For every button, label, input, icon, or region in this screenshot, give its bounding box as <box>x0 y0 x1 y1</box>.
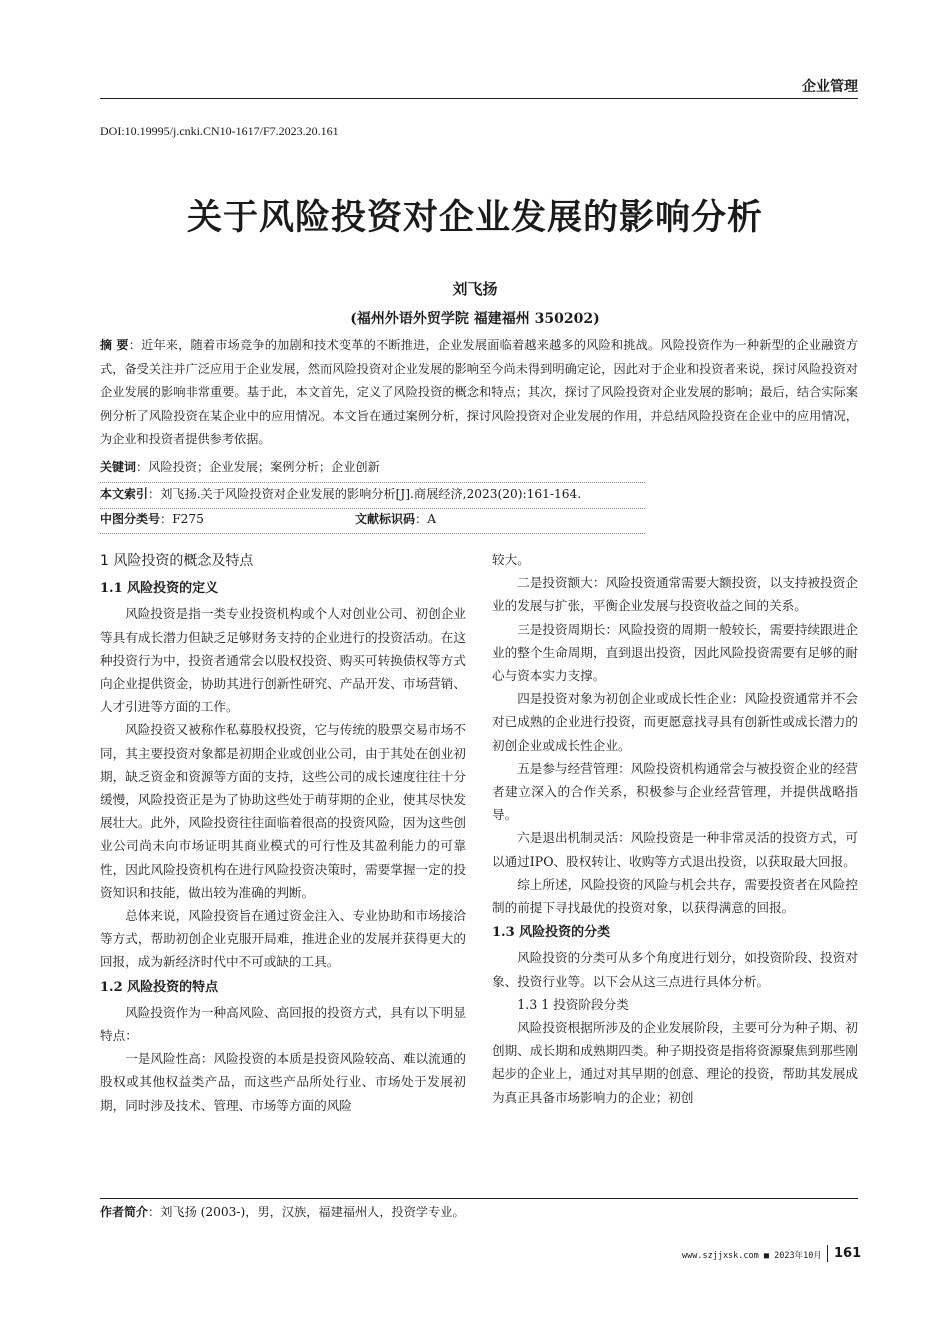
author-note-text: ：刘飞扬 (2003-)，男，汉族，福建福州人，投资学专业。 <box>148 1205 465 1219</box>
doi: DOI:10.19995/j.cnki.CN10-1617/F7.2023.20.161 <box>100 124 339 138</box>
clc <box>100 510 204 527</box>
divider <box>100 508 645 509</box>
subsection-heading: 1.2 风险投资的特点 <box>100 979 219 995</box>
paragraph: 较大。 <box>492 552 530 567</box>
abstract <box>100 334 858 452</box>
doc-code <box>355 510 436 527</box>
section-heading: 1 风险投资的概念及特点 <box>100 553 254 569</box>
citation <box>100 485 581 502</box>
clc-text: ：F275 <box>160 512 204 526</box>
header-rule <box>100 98 858 99</box>
paper-title: 关于风险投资对企业发展的影响分析 <box>186 197 763 238</box>
clc-label: 中图分类号 <box>100 512 161 526</box>
doc-code-text: ：A <box>415 512 437 526</box>
doc-code-label: 文献标识码 <box>355 512 416 526</box>
paragraph: 一是风险性高：风险投资的本质是投资风险较高、难以流通的股权或其他权益类产品，而这些产品所处行业、市场处于发展初期，同时涉及技术、管理、市场等方面的风险 <box>100 1051 466 1113</box>
paragraph: 风险投资是指一类专业投资机构或个人对创业公司、初创企业等具有成长潜力但缺乏足够财务支持的企业进行的投资活动。在这种投资行为中，投资者通常会以股权投资、购买可转换债权等方式向企业提供资金，协助其进行创新性研究、产品开发、市场营销、人才引进等方面的工作。 <box>100 606 466 715</box>
paragraph: 总体来说，风险投资旨在通过资金注入、专业协助和市场接洽等方式，帮助初创企业克服开局难，推进企业的发展并获得更大的回报，成为新经济时代中不可或缺的工具。 <box>100 908 466 970</box>
author-note <box>100 1203 465 1220</box>
keywords-label: 关键词 <box>100 460 137 474</box>
paragraph: 三是投资周期长：风险投资的周期一般较长，需要持续跟进企业的整个生命周期，直到退出投资，因此风险投资需要有足够的耐心与资本实力支撑。 <box>492 621 858 684</box>
affiliation: (福州外语外贸学院 福建福州 350202) <box>350 311 600 327</box>
page-number: 161 <box>834 1246 862 1261</box>
abstract-text: ：近年来，随着市场竞争的加剧和技术变革的不断推进，企业发展面临着越来越多的风险和挑战。风险投资作为一种新型的企业融资方式，备受关注并广泛应用于企业发展，然而风险投资对企业发展的影响至今尚未得到明确定论，因此对于企业和投资者来说，探讨风险投资对企业发展的影响非常重要。基于此，本文首先，定义了风险投资的概念和特点；其次，探讨了风险投资对企业发展的影响；最后，结合实际案例分析了风险投资在某企业中的应用情况。本文旨在通过案例分析，探讨风险投资对企业发展的作用，并总结风险投资在企业中的应用情况，为企业和投资者提供参考依据。 <box>100 338 859 446</box>
keywords <box>100 458 380 475</box>
paragraph: 二是投资额大：风险投资通常需要大额投资，以支持被投资企业的发展与扩张，平衡企业发展与投资收益之间的关系。 <box>492 575 858 614</box>
divider <box>100 533 645 534</box>
divider <box>100 482 645 483</box>
section-label: 企业管理 <box>802 79 858 95</box>
subsubsection-heading: 1.3 1 投资阶段分类 <box>517 996 629 1012</box>
paragraph: 综上所述，风险投资的风险与机会共存，需要投资者在风险控制的前提下寻找最优的投资对象，以获得满意的回报。 <box>492 876 858 916</box>
paragraph: 四是投资对象为初创企业或成长性企业：风险投资通常并不会对已成熟的企业进行投资，而更愿意找寻具有创新性或成长潜力的初创企业或成长性企业。 <box>492 691 858 753</box>
keywords-text: ：风险投资；企业发展；案例分析；企业创新 <box>136 460 380 474</box>
paragraph: 五是参与经营管理：风险投资机构通常会与被投资企业的经营者建立深入的合作关系，积极参与企业经营管理，并提供战略指导。 <box>492 760 858 823</box>
paragraph: 风险投资作为一种高风险、高回报的投资方式，具有以下明显特点： <box>100 1004 466 1044</box>
subsection-heading: 1.3 风险投资的分类 <box>492 925 611 941</box>
author-note-label: 作者简介 <box>100 1205 149 1219</box>
footnote-rule <box>100 1198 858 1199</box>
author: 刘飞扬 <box>452 280 498 298</box>
right-column <box>492 548 858 1109</box>
abstract-label: 摘 要 <box>100 338 129 352</box>
paragraph: 风险投资根据所涉及的企业发展阶段，主要可分为种子期、初创期、成长期和成熟期四类。种子期投资是指将资源聚焦到那些刚起步的企业上，通过对其早期的创意、理论的投资，帮助其发展成为真正具备市场影响力的企业；初创 <box>492 1020 858 1105</box>
citation-text: ：刘飞扬.关于风险投资对企业发展的影响分析[J].商展经济,2023(20):161-164. <box>148 487 582 501</box>
footer-info: www.szjjxsk.com ■ 2023年10月 <box>682 1251 822 1261</box>
page-number-divider <box>827 1245 828 1262</box>
paragraph: 六是退出机制灵活：风险投资是一种非常灵活的投资方式，可以通过IPO、股权转让、收购等方式退出投资，以获取最大回报。 <box>492 830 858 869</box>
citation-label: 本文索引 <box>100 487 149 501</box>
paragraph: 风险投资的分类可从多个角度进行划分，如投资阶段、投资对象、投资行业等。以下会从这三点进行具体分析。 <box>492 950 858 989</box>
left-column <box>100 548 466 1117</box>
paragraph: 风险投资又被称作私募股权投资，它与传统的股票交易市场不同，其主要投资对象都是初期企业或创业公司，由于其处在创业初期，缺乏资金和资源等方面的支持，这些公司的成长速度往往十分缓慢，风险投资正是为了协助这些处于萌芽期的企业，使其尽快发展壮大。此外，风险投资往往面临着很高的投资风险，因为这些创业公司尚未向市场证明其商业模式的可行性及其盈利能力的可靠性，因此风险投资机构在进行风险投资决策时，需要掌握一定的投资知识和技能，做出较为准确的判断。 <box>100 722 466 900</box>
subsection-heading: 1.1 风险投资的定义 <box>100 581 219 597</box>
